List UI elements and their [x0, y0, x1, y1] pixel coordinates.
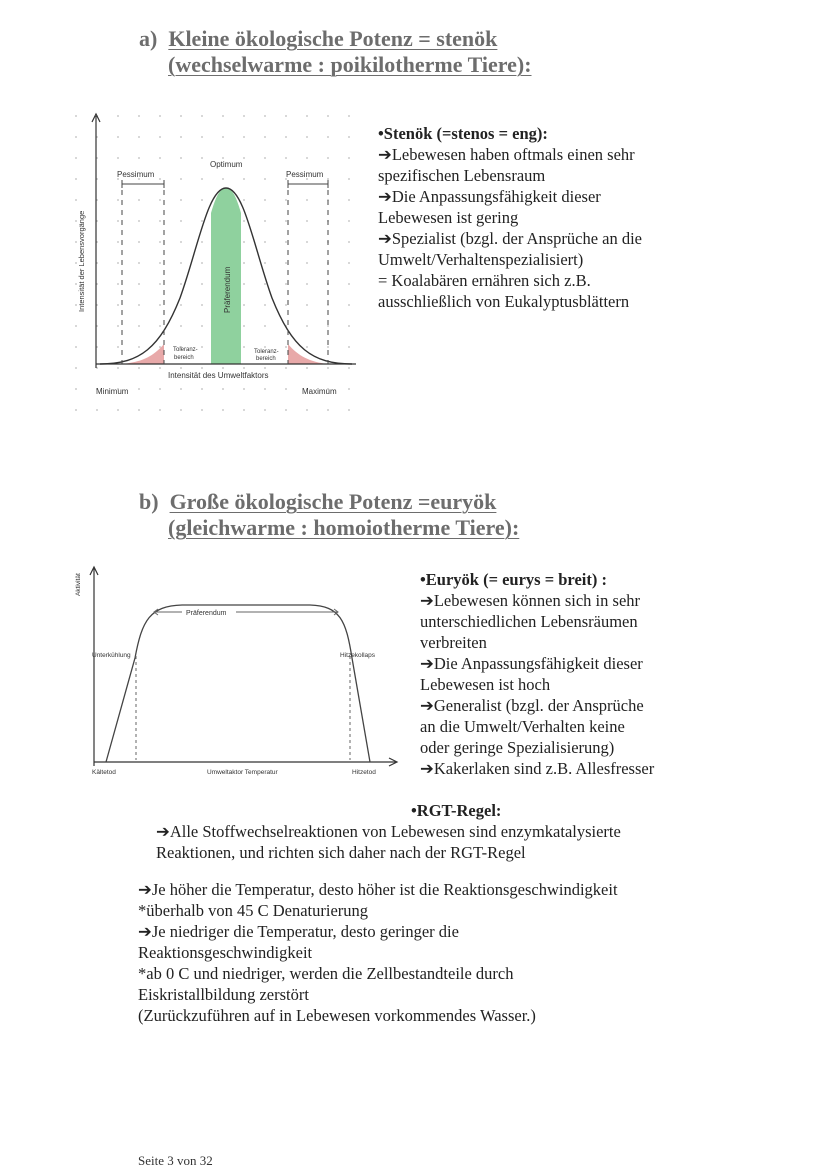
grid-dot [327, 115, 329, 117]
grid-dot [243, 115, 245, 117]
grid-dot [348, 136, 350, 138]
grid-dot [117, 346, 119, 348]
grid-dot [285, 241, 287, 243]
grid-dot [201, 220, 203, 222]
grid-dot [264, 304, 266, 306]
grid-dot [264, 388, 266, 390]
grid-dot [285, 199, 287, 201]
stenoek-line: Umwelt/Verhaltenspezialisiert) [378, 250, 584, 269]
stenoek-line: Lebewesen ist gering [378, 208, 519, 227]
grid-dot [117, 136, 119, 138]
grid-dot [201, 241, 203, 243]
grid-dot [264, 346, 266, 348]
label-toleranz-left-2: bereich [174, 355, 194, 361]
grid-dot [348, 367, 350, 369]
grid-dot [117, 262, 119, 264]
rgt-title: •RGT-Regel: [411, 801, 502, 820]
grid-dot [243, 388, 245, 390]
grid-dot [180, 136, 182, 138]
grid-dot [117, 367, 119, 369]
rgt-line: Eiskristallbildung zerstört [138, 985, 309, 1004]
grid-dot [117, 304, 119, 306]
grid-dot [138, 220, 140, 222]
grid-dot [306, 241, 308, 243]
grid-dot [159, 241, 161, 243]
grid-dot [159, 178, 161, 180]
grid-dot [75, 409, 77, 411]
section-a-subtitle: (wechselwarme : poikilotherme Tiere): [168, 52, 532, 77]
grid-dot [201, 304, 203, 306]
label-hitzetod: Hitzetod [352, 769, 376, 776]
grid-dot [138, 325, 140, 327]
chart-euryoek [70, 560, 400, 785]
grid-dot [117, 220, 119, 222]
euryoek-line: ➔Generalist (bzgl. der Ansprüche [420, 696, 644, 715]
label-toleranz-right: Toleranz- [254, 349, 279, 355]
grid-dot [138, 241, 140, 243]
rgt-line: ➔Je höher die Temperatur, desto höher ist die Reaktionsgeschwindigkeit [138, 880, 618, 899]
stenoek-line: ausschließlich von Eukalyptusblättern [378, 292, 630, 311]
grid-dot [306, 136, 308, 138]
grid-dot [264, 367, 266, 369]
section-b-subtitle: (gleichwarme : homoiotherme Tiere): [168, 515, 520, 540]
grid-dot [138, 157, 140, 159]
grid-dot [222, 115, 224, 117]
grid-dot [327, 367, 329, 369]
grid-dot [243, 262, 245, 264]
grid-dot [264, 409, 266, 411]
grid-dot [201, 409, 203, 411]
grid-dot [159, 136, 161, 138]
grid-dot [180, 199, 182, 201]
dashed-lines [136, 656, 350, 760]
section-a-letter: a) [139, 26, 158, 51]
grid-dot [285, 115, 287, 117]
section-a-title: Kleine ökologische Potenz = stenök [168, 26, 498, 51]
grid-dot [264, 199, 266, 201]
y-axis-label: Intensität der Lebensvorgänge [77, 210, 86, 312]
grid-dot [243, 409, 245, 411]
rgt-line: ➔Je niedriger die Temperatur, desto geringer die [138, 922, 459, 941]
grid-dot [327, 178, 329, 180]
stenoek-line: ➔Die Anpassungsfähigkeit dieser [378, 187, 601, 206]
grid-dot [348, 283, 350, 285]
grid-dot [201, 283, 203, 285]
x-axis-label: Intensität des Umweltfaktors [168, 371, 269, 380]
grid-dot [285, 304, 287, 306]
label-optimum: Optimum [210, 160, 243, 169]
grid-dot [264, 262, 266, 264]
grid-dot [159, 388, 161, 390]
grid-dot [96, 409, 98, 411]
grid-dot [243, 178, 245, 180]
stenoek-title: •Stenök (=stenos = eng): [378, 124, 548, 143]
grid-dot [222, 409, 224, 411]
grid-dot [327, 409, 329, 411]
y-axis-label: Aktivität [75, 573, 82, 596]
grid-dot [201, 136, 203, 138]
rgt-line: (Zurückzuführen auf in Lebewesen vorkommendes Wasser.) [138, 1006, 536, 1025]
grid-dot [306, 346, 308, 348]
label-toleranz-right-2: bereich [256, 356, 276, 362]
section-b-letter: b) [139, 489, 159, 514]
grid-dot [138, 136, 140, 138]
grid-dot [201, 157, 203, 159]
grid-dot [264, 136, 266, 138]
grid-dot [264, 325, 266, 327]
grid-dot [222, 178, 224, 180]
praeferendum-arrow [154, 609, 338, 615]
grid-dot [138, 367, 140, 369]
grid-dot [348, 409, 350, 411]
grid-dot [117, 409, 119, 411]
label-maximum: Maximum [302, 387, 337, 396]
grid-dot [159, 262, 161, 264]
rgt-intro-line: ➔Alle Stoffwechselreaktionen von Lebewesen sind enzymkatalysierte [156, 822, 621, 841]
euryoek-line: verbreiten [420, 633, 487, 652]
grid-dot [348, 388, 350, 390]
grid-dot [306, 283, 308, 285]
label-hitzekollaps: Hitzekollaps [340, 652, 376, 659]
grid-dot [285, 157, 287, 159]
grid-dot [243, 304, 245, 306]
grid-dot [348, 157, 350, 159]
grid-dot [180, 157, 182, 159]
grid-dot [138, 283, 140, 285]
section-b-title: Große ökologische Potenz =euryök [169, 489, 497, 514]
grid-dot [222, 136, 224, 138]
grid-dot [306, 220, 308, 222]
grid-dot [75, 157, 77, 159]
grid-dot [138, 409, 140, 411]
grid-dot [222, 367, 224, 369]
euryoek-line: ➔Lebewesen können sich in sehr [420, 591, 641, 610]
grid-dot [285, 283, 287, 285]
grid-dot [306, 199, 308, 201]
grid-dot [348, 325, 350, 327]
grid-dot [264, 241, 266, 243]
euryoek-line: ➔Kakerlaken sind z.B. Allesfresser [420, 759, 655, 778]
pessimum-area-left [122, 344, 164, 364]
grid-dot [306, 304, 308, 306]
grid-dot [222, 157, 224, 159]
rgt-intro [156, 821, 621, 863]
label-kaeltetod: Kältetod [92, 769, 116, 776]
grid-dot [243, 325, 245, 327]
grid-dot [306, 262, 308, 264]
x-axis-label: Umweltaktor Temperatur [207, 769, 278, 776]
grid-dot [138, 346, 140, 348]
label-minimum: Minimum [96, 387, 129, 396]
pessimum-area-right [288, 344, 328, 364]
page-number: Seite 3 von 32 [138, 1153, 213, 1168]
section-a-heading [139, 26, 532, 78]
grid-dot [327, 136, 329, 138]
grid-dot [117, 325, 119, 327]
grid-dot [159, 304, 161, 306]
grid-dot [243, 346, 245, 348]
grid-dot [201, 178, 203, 180]
grid-dot [159, 157, 161, 159]
grid-dot [201, 262, 203, 264]
euryoek-title: •Euryök (= eurys = breit) : [420, 570, 607, 589]
grid-dot [138, 304, 140, 306]
stenoek-text [378, 123, 642, 312]
grid-dot [264, 283, 266, 285]
label-praeferendum: Präferendum [186, 610, 227, 617]
grid-dot [243, 220, 245, 222]
grid-dot [348, 241, 350, 243]
stenoek-line: ➔Spezialist (bzgl. der Ansprüche an die [378, 229, 642, 248]
euryoek-line: oder geringe Spezialisierung) [420, 738, 615, 757]
grid-dot [306, 157, 308, 159]
grid-dot [285, 136, 287, 138]
grid-dot [138, 115, 140, 117]
grid-dot [243, 136, 245, 138]
grid-dot [180, 304, 182, 306]
grid-dot [348, 199, 350, 201]
grid-dot [222, 388, 224, 390]
grid-dot [138, 388, 140, 390]
grid-dot [306, 325, 308, 327]
grid-dot [75, 178, 77, 180]
grid-dot [243, 199, 245, 201]
rgt-line: Reaktionsgeschwindigkeit [138, 943, 313, 962]
grid-dot [159, 115, 161, 117]
section-b-heading [139, 489, 519, 541]
label-pessimum-left: Pessimum [117, 170, 155, 179]
grid-dot [75, 199, 77, 201]
grid-dot [285, 388, 287, 390]
grid-dot [180, 241, 182, 243]
grid-dot [180, 115, 182, 117]
label-unterkuehlung: Unterkühlung [92, 652, 131, 659]
chart-stenoek [70, 108, 360, 418]
grid-dot [201, 115, 203, 117]
euryoek-line: unterschiedlichen Lebensräumen [420, 612, 638, 631]
grid-dot [180, 388, 182, 390]
grid-dot [75, 136, 77, 138]
grid-dot [180, 409, 182, 411]
grid-dot [75, 115, 77, 117]
grid-dot [348, 115, 350, 117]
euryoek-line: Lebewesen ist hoch [420, 675, 551, 694]
grid-dot [159, 283, 161, 285]
grid-dot [285, 262, 287, 264]
grid-dot [138, 199, 140, 201]
grid-dot [327, 346, 329, 348]
grid-dot [117, 283, 119, 285]
grid-dot [285, 367, 287, 369]
grid-dot [243, 283, 245, 285]
grid-dot [306, 367, 308, 369]
grid-dot [306, 409, 308, 411]
label-praeferendum: Präferendum [223, 266, 232, 313]
grid-dot [285, 346, 287, 348]
grid-dot [348, 262, 350, 264]
grid-dot [201, 388, 203, 390]
grid-dot [159, 346, 161, 348]
grid-dot [243, 367, 245, 369]
grid-dot [75, 367, 77, 369]
grid-dot [348, 220, 350, 222]
plateau-curve [106, 605, 370, 762]
grid-dot [117, 157, 119, 159]
euryoek-line: ➔Die Anpassungsfähigkeit dieser [420, 654, 643, 673]
grid-dot [117, 115, 119, 117]
grid-dot [180, 178, 182, 180]
grid-dot [159, 367, 161, 369]
grid-dot [306, 115, 308, 117]
label-pessimum-right: Pessimum [286, 170, 324, 179]
grid-dot [117, 199, 119, 201]
grid-dot [180, 367, 182, 369]
grid-dot [180, 262, 182, 264]
grid-dot [159, 409, 161, 411]
grid-dot [243, 241, 245, 243]
grid-dot [75, 346, 77, 348]
pessimum-brackets [122, 180, 328, 188]
rgt-line: *überhalb von 45 C Denaturierung [138, 901, 369, 920]
grid-dot [264, 115, 266, 117]
grid-dot [75, 388, 77, 390]
grid-dot [264, 157, 266, 159]
stenoek-line: spezifischen Lebensraum [378, 166, 546, 185]
grid-dot [327, 157, 329, 159]
grid-dot [75, 325, 77, 327]
rgt-details [138, 879, 618, 1026]
grid-dot [285, 220, 287, 222]
grid-dot [348, 178, 350, 180]
grid-dot [180, 325, 182, 327]
grid-dot [348, 304, 350, 306]
grid-dot [159, 220, 161, 222]
grid-dot [201, 199, 203, 201]
grid-dot [264, 178, 266, 180]
grid-dot [180, 220, 182, 222]
grid-dot [243, 157, 245, 159]
grid-dot [201, 367, 203, 369]
label-toleranz-left: Toleranz- [173, 347, 198, 353]
grid-dot [201, 346, 203, 348]
grid-dot [117, 241, 119, 243]
rgt-intro-line: Reaktionen, und richten sich daher nach der RGT-Regel [156, 843, 526, 862]
euryoek-line: an die Umwelt/Verhalten keine [420, 717, 625, 736]
grid-dot [348, 346, 350, 348]
grid-dot [138, 262, 140, 264]
euryoek-text [420, 569, 654, 779]
grid-dot [327, 325, 329, 327]
grid-dot [264, 220, 266, 222]
grid-dot [201, 325, 203, 327]
stenoek-line: ➔Lebewesen haben oftmals einen sehr [378, 145, 635, 164]
grid-dot [159, 325, 161, 327]
grid-dot [285, 409, 287, 411]
rgt-line: *ab 0 C und niedriger, werden die Zellbestandteile durch [138, 964, 514, 983]
grid-dot [159, 199, 161, 201]
grid-dot [180, 283, 182, 285]
stenoek-line: = Koalabären ernähren sich z.B. [378, 271, 591, 290]
